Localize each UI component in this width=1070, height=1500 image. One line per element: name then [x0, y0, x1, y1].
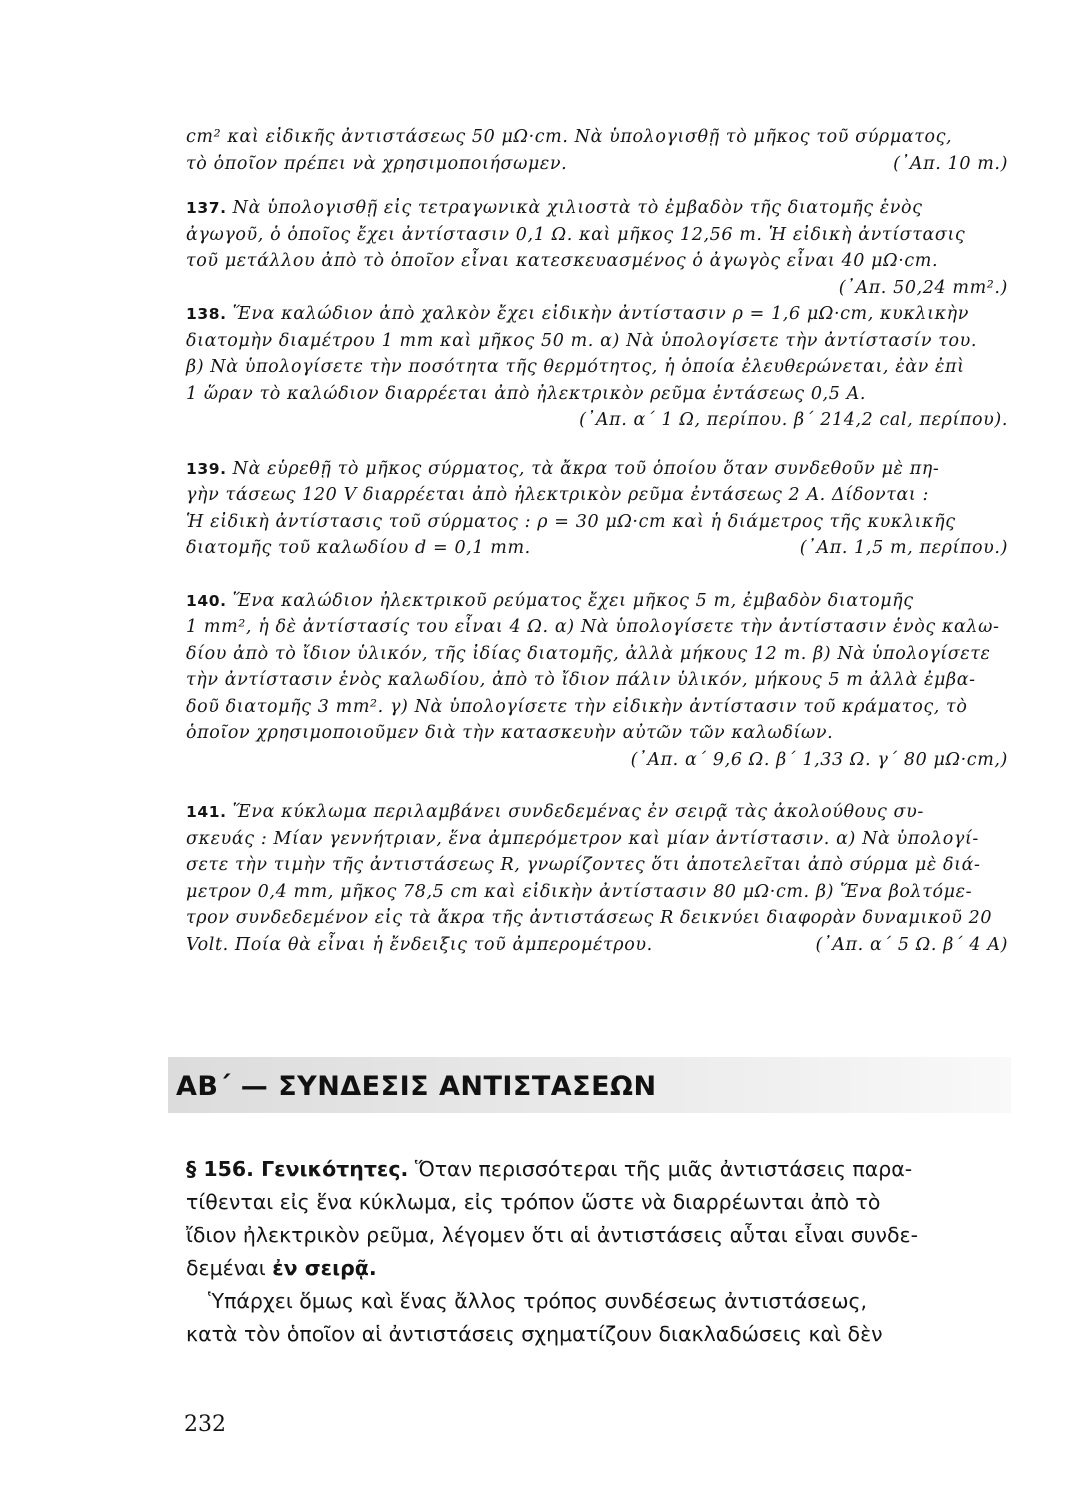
chapter-title: ΑΒ΄ — ΣΥΝΔΕΣΙΣ ΑΝΤΙΣΤΑΣΕΩΝ	[176, 1071, 657, 1102]
text-line: σετε τὴν τιμὴν τῆς ἀντιστάσεως R, γνωρίζοντες ὅτι ἀποτελεῖται ἀπὸ σύρμα μὲ διά-	[186, 855, 981, 875]
text-line: διατομῆς τοῦ καλωδίου d = 0,1 mm.	[186, 538, 531, 558]
text-line: Ἡ εἰδικὴ ἀντίστασις τοῦ σύρματος : ρ = 30 μΩ·cm καὶ ἡ διάμετρος τῆς κυκλικῆς	[186, 511, 956, 532]
text-line: τοῦ μετάλλου ἀπὸ τὸ ὁποῖον εἶναι κατεσκευασμένος ὁ ἀγωγὸς εἶναι 40 μΩ·cm.	[186, 251, 939, 271]
exercise-137	[186, 195, 1008, 301]
text-line: Ἕνα κύκλωμα περιλαμβάνει συνδεδεμένας ἐν σειρᾷ τὰς ἀκολούθους συ-	[232, 802, 924, 822]
text-line: σκευάς : Μίαν γεννήτριαν, ἕνα ἀμπερόμετρον καὶ μίαν ἀντίστασιν. α) Νὰ ὑπολογί-	[186, 828, 979, 849]
answer: (᾿Απ. 1,5 m, περίπου.)	[799, 538, 1008, 558]
text-line: ὁποῖον χρησιμοποιοῦμεν διὰ τὴν κατασκευὴν αὐτῶν τῶν καλωδίων.	[186, 723, 834, 743]
text-line: διατομὴν διαμέτρου 1 mm καὶ μῆκος 50 m. α) Νὰ ὑπολογίσετε τὴν ἀντίστασίν του.	[186, 330, 978, 351]
text-line: 1 mm², ἡ δὲ ἀντίστασίς του εἶναι 4 Ω. α) Νὰ ὑπολογίσετε τὴν ἀντίστασιν ἑνὸς καλω-	[186, 617, 1000, 637]
answer: (᾿Απ. α´ 1 Ω, περίπου. β´ 214,2 cal, περίπου).	[579, 410, 1008, 430]
chapter-header	[168, 1057, 1011, 1113]
text-line: cm² καὶ εἰδικῆς ἀντιστάσεως 50 μΩ·cm. Νὰ ὑπολογισθῇ τὸ μῆκος τοῦ σύρματος,	[186, 127, 953, 147]
page-number: 232	[184, 1412, 226, 1437]
text-line: δοῦ διατομῆς 3 mm². γ) Νὰ ὑπολογίσετε τὴν εἰδικὴν ἀντίστασιν τοῦ κράματος, τὸ	[186, 696, 968, 717]
exercise-number: 137.	[186, 199, 227, 217]
exercise-number: 141.	[186, 803, 227, 821]
text-line: δίου ἀπὸ τὸ ἴδιον ὑλικόν, τῆς ἰδίας διατομῆς, ἀλλὰ μήκους 12 m. β) Νὰ ὑπολογίσετε	[186, 643, 991, 664]
text-line: δεμέναι	[186, 1256, 266, 1280]
exercise-number: 138.	[186, 305, 227, 323]
text-line: Ἕνα καλώδιον ἠλεκτρικοῦ ρεύματος ἔχει μῆκος 5 m, ἐμβαδὸν διατομῆς	[232, 590, 914, 611]
exercise-number: 139.	[186, 459, 227, 478]
text-line: τρον συνδεδεμένον εἰς τὰ ἄκρα τῆς ἀντιστάσεως R δεικνύει διαφορὰν δυναμικοῦ 20	[186, 908, 993, 928]
paragraph	[186, 1153, 1008, 1285]
text-line: Ἕνα καλώδιον ἀπὸ χαλκὸν ἔχει εἰδικὴν ἀντίστασιν ρ = 1,6 μΩ·cm, κυκλικὴν	[232, 304, 969, 324]
text-line: Νὰ εὑρεθῇ τὸ μῆκος σύρματος, τὰ ἄκρα τοῦ ὁποίου ὅταν συνδεθοῦν μὲ πη-	[232, 458, 940, 479]
text-line: μετρον 0,4 mm, μῆκος 78,5 cm καὶ εἰδικὴν ἀντίστασιν 80 μΩ·cm. β) Ἕνα βολτόμε-	[186, 881, 973, 902]
text-line: Ὑπάρχει ὅμως καὶ ἕνας ἄλλος τρόπος συνδέσεως ἀντιστάσεως,	[208, 1289, 868, 1313]
text-line: ἀγωγοῦ, ὁ ὁποῖος ἔχει ἀντίστασιν 0,1 Ω. καὶ μῆκος 12,56 m. Ἡ εἰδικὴ ἀντίστασις	[186, 224, 966, 245]
text-line: τὴν ἀντίστασιν ἑνὸς καλωδίου, ἀπὸ τὸ ἴδιον πάλιν ὑλικόν, μήκους 5 m ἀλλὰ ἐμβα-	[186, 670, 976, 690]
text-line: β) Νὰ ὑπολογίσετε τὴν ποσότητα τῆς θερμότητος, ἡ ὁποία ἐλευθερώνεται, ἐὰν ἐπὶ	[186, 357, 965, 377]
bold-term: ἐν σειρᾷ.	[272, 1256, 377, 1280]
text-line: Volt. Ποία θὰ εἶναι ἡ ἔνδειξις τοῦ ἀμπερομέτρου.	[186, 934, 653, 955]
exercise-138	[186, 301, 1008, 434]
section-body	[186, 1153, 1008, 1351]
exercise-number: 140.	[186, 591, 227, 610]
answer: (᾿Απ. α´ 9,6 Ω. β´ 1,33 Ω. γ´ 80 μΩ·cm,)	[630, 749, 1008, 770]
text-line: Νὰ ὑπολογισθῇ εἰς τετραγωνικὰ χιλιοστὰ τὸ ἐμβαδὸν τῆς διατομῆς ἑνὸς	[232, 198, 923, 218]
exercise-139	[186, 456, 1008, 562]
text-line: 1 ὥραν τὸ καλώδιον διαρρέεται ἀπὸ ἠλεκτρικὸν ρεῦμα ἐντάσεως 0,5 Α.	[186, 383, 867, 404]
answer: (᾿Απ. 50,24 mm².)	[838, 277, 1008, 298]
exercise-list	[186, 124, 1008, 958]
text-line: τὸ ὁποῖον πρέπει νὰ χρησιμοποιήσωμεν.	[186, 153, 568, 174]
answer: (᾿Απ. α´ 5 Ω. β´ 4 A)	[815, 934, 1008, 955]
continuation-text	[186, 124, 1008, 177]
section-heading: § 156. Γενικότητες.	[186, 1157, 409, 1181]
text-line: ἴδιον ἠλεκτρικὸν ρεῦμα, λέγομεν ὅτι αἱ ἀντιστάσεις αὗται εἶναι συνδε-	[186, 1223, 919, 1247]
text-line: κατὰ τὸν ὁποῖον αἱ ἀντιστάσεις σχηματίζουν διακλαδώσεις καὶ δὲν	[186, 1322, 883, 1346]
text-line: τίθενται εἰς ἕνα κύκλωμα, εἰς τρόπον ὥστε νὰ διαρρέωνται ἀπὸ τὸ	[186, 1190, 881, 1214]
text-line: Ὅταν περισσότεραι τῆς μιᾶς ἀντιστάσεις παρα-	[414, 1157, 913, 1181]
exercise-140	[186, 588, 1008, 774]
answer: (᾿Απ. 10 m.)	[893, 153, 1008, 174]
paragraph	[186, 1285, 1008, 1351]
exercise-141	[186, 799, 1008, 958]
text-line: γὴν τάσεως 120 V διαρρέεται ἀπὸ ἠλεκτρικὸν ρεῦμα ἐντάσεως 2 Α. Δίδονται :	[186, 485, 930, 505]
